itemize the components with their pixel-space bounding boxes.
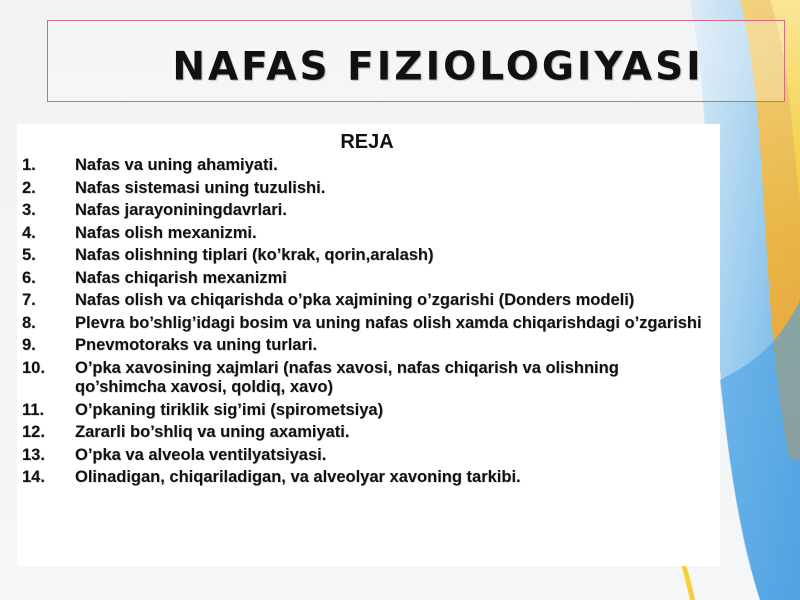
list-item-text: Nafas chiqarish mexanizmi: [75, 268, 287, 287]
list-item-number: 14.: [22, 468, 45, 486]
list-item: [22, 423, 712, 443]
list-item-text: Nafas va uning ahamiyati.: [75, 156, 278, 174]
list-item: [22, 156, 712, 176]
title-frame: [47, 20, 785, 102]
list-item: [22, 468, 712, 488]
list-item: [22, 269, 712, 289]
list-item: [22, 291, 712, 311]
list-item-number: 9.: [22, 336, 36, 354]
list-item-number: 11.: [22, 400, 45, 419]
list-item-number: 8.: [22, 313, 36, 332]
list-item: [22, 359, 712, 398]
list-item-number: 2.: [22, 178, 36, 197]
list-item-text: O’pka va alveola ventilyatsiyasi.: [75, 445, 327, 464]
list-item: [22, 179, 712, 199]
list-item: [22, 314, 712, 334]
list-item-text: Nafas olishning tiplari (ko’krak, qorin,aralash): [75, 246, 434, 264]
list-item: [22, 224, 712, 244]
list-item-text: O’pkaning tiriklik sig’imi (spirometsiya): [75, 400, 384, 419]
list-item: [22, 336, 712, 356]
list-item-text: Pnevmotoraks va uning turlari.: [75, 336, 318, 354]
plan-list: [22, 156, 712, 491]
list-item-text: Olinadigan, chiqariladigan, va alveolyar xavoning tarkibi.: [75, 468, 521, 486]
list-item-number: 5.: [22, 246, 36, 264]
plan-heading: REJA: [340, 131, 394, 153]
slide-title: NAFAS FIZIOLOGIYASI: [172, 44, 704, 90]
list-item-number: 4.: [22, 223, 36, 242]
list-item-number: 12.: [22, 423, 45, 441]
list-item-text: Zararli bo’shliq va uning axamiyati.: [75, 423, 350, 441]
list-item-number: 7.: [22, 291, 36, 309]
list-item: [22, 446, 712, 466]
list-item-text: Nafas jarayoniningdavrlari.: [75, 201, 287, 219]
list-item-text: Nafas olish va chiqarishda o’pka xajmining o’zgarishi (Donders modeli): [75, 291, 635, 309]
list-item-number: 6.: [22, 268, 36, 287]
list-item: [22, 246, 712, 266]
list-item: [22, 201, 712, 221]
list-item-text: Nafas olish mexanizmi.: [75, 223, 257, 242]
list-item-text: Nafas sistemasi uning tuzulishi.: [75, 178, 326, 197]
list-item-number: 3.: [22, 201, 36, 219]
list-item-number: 13.: [22, 445, 45, 464]
list-item-text: O’pka xavosining xajmlari (nafas xavosi, nafas chiqarish va olishning qo’shimcha xavosi, qoldiq, xavo): [75, 358, 619, 396]
list-item-number: 1.: [22, 156, 36, 174]
list-item-text: Plevra bo’shlig’idagi bosim va uning nafas olish xamda chiqarishdagi o’zgarishi: [75, 313, 702, 332]
list-item: [22, 401, 712, 421]
list-item-number: 10.: [22, 358, 45, 377]
